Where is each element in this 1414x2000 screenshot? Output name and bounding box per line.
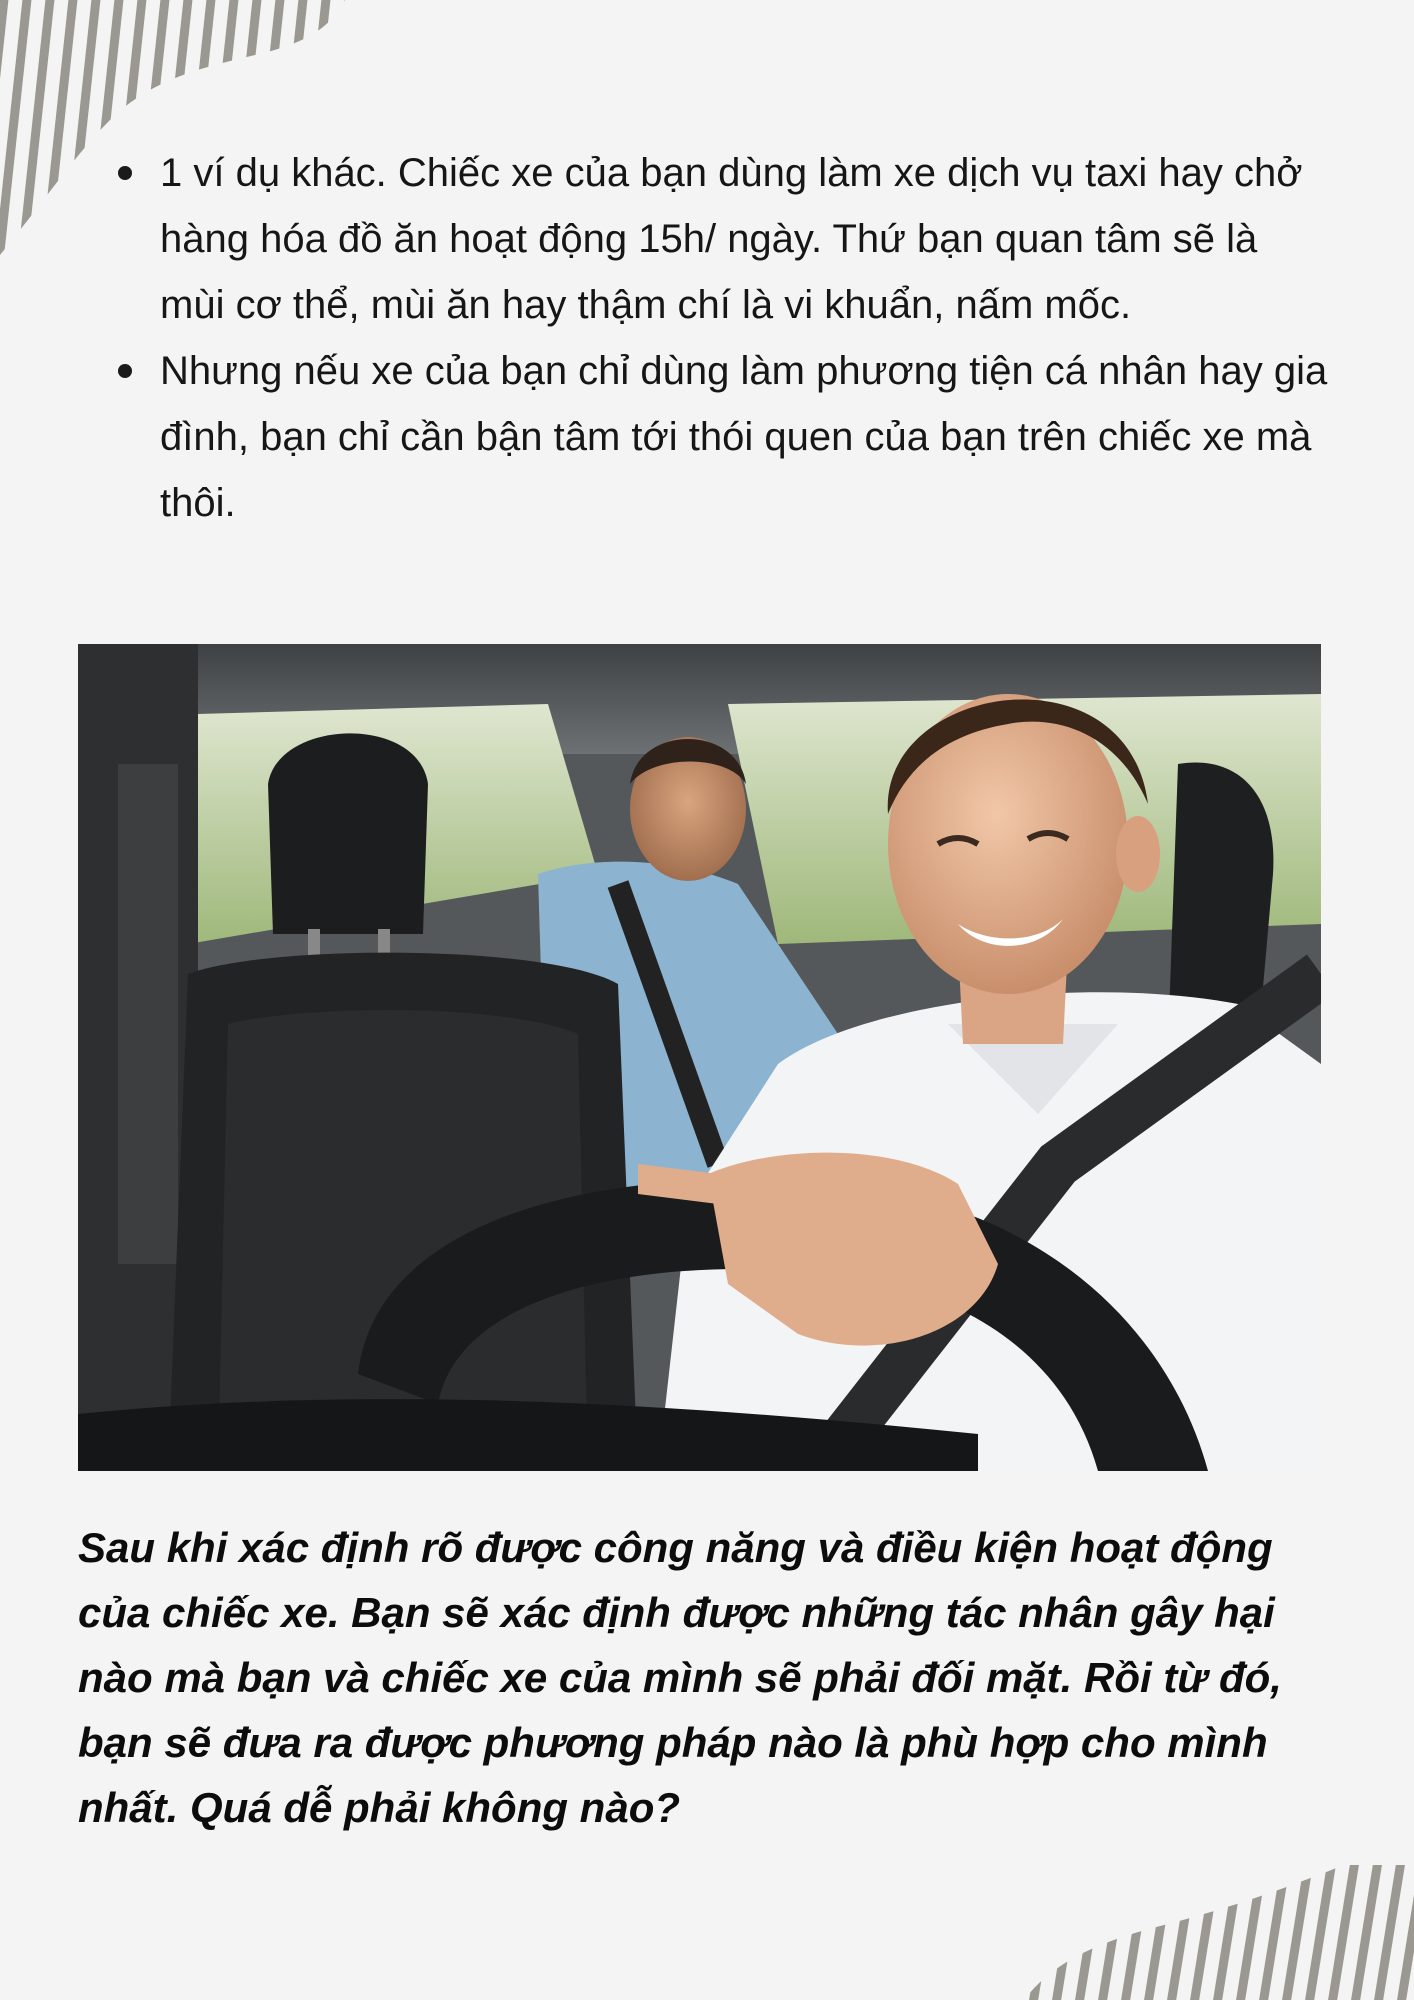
photo-taxi-driver [78, 644, 1321, 1471]
bullet-text: 1 ví dụ khác. Chiếc xe của bạn dùng làm xe dịch vụ taxi hay chở hàng hóa đồ ăn hoạt động 15h/ ngày. Thứ bạn quan tâm sẽ là mùi cơ thể, mùi ăn hay thậm chí là vi khuẩn, nấm mốc. [160, 151, 1303, 327]
bullet-text: Nhưng nếu xe của bạn chỉ dùng làm phương tiện cá nhân hay gia đình, bạn chỉ cần bận tâm tới thói quen của bạn trên chiếc xe mà thôi. [160, 349, 1328, 525]
bullet-dot-icon [118, 364, 132, 378]
bullet-list [110, 140, 1330, 536]
bullet-dot-icon [118, 166, 132, 180]
bullet-item [110, 338, 1330, 536]
closing-paragraph: Sau khi xác định rõ được công năng và điều kiện hoạt động của chiếc xe. Bạn sẽ xác định được những tác nhân gây hại nào mà bạn và chiếc xe của mình sẽ phải đối mặt. Rồi từ đó, bạn sẽ đưa ra được phương pháp nào là phù hợp cho mình nhất. Quá dễ phải không nào? [78, 1524, 1282, 1831]
bullet-item [110, 140, 1330, 338]
decorative-stripes-bottom-right [1014, 1865, 1414, 2000]
